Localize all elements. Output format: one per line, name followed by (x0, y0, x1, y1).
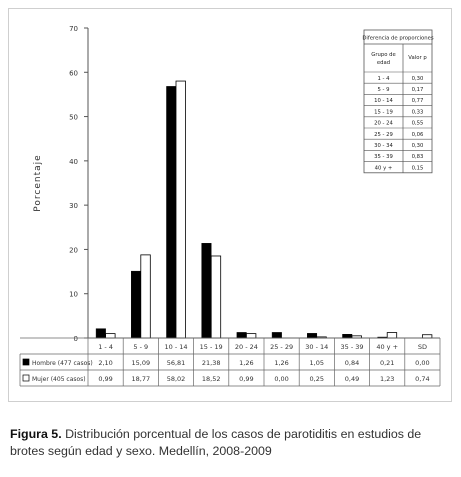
inset-cell-grupo: 15 - 19 (374, 109, 393, 116)
data-label: 0,74 (415, 375, 430, 383)
inset-table-title: Diferencia de proporciones (362, 35, 434, 42)
bar-hombre (343, 334, 353, 338)
inset-cell-valor: 0,17 (411, 87, 424, 93)
data-label: 15,09 (131, 359, 151, 367)
x-tick-label: 35 - 39 (340, 343, 364, 351)
caption-label: Figura 5. (10, 427, 62, 441)
bar-hombre (96, 329, 106, 338)
caption-text: Distribución porcentual de los casos de parotiditis en estudios de brotes según edad y sexo. Medellín, 2008-2009 (10, 427, 422, 458)
inset-cell-valor: 0,77 (411, 98, 424, 105)
legend-swatch-mujer (23, 375, 29, 381)
data-label: 58,02 (166, 375, 186, 383)
y-axis-label: Porcentaje (33, 154, 43, 212)
x-tick-label: 15 - 19 (199, 343, 223, 351)
bar-mujer (246, 334, 256, 338)
y-tick-label: 50 (69, 113, 78, 122)
bar-hombre (237, 332, 247, 338)
y-tick-label: 40 (69, 157, 78, 166)
inset-cell-grupo: 40 y + (374, 165, 393, 172)
inset-cell-grupo: 30 - 34 (374, 143, 393, 149)
y-tick-label: 30 (69, 202, 78, 211)
inset-cell-grupo: 5 - 9 (377, 87, 390, 93)
inset-cell-valor: 0,15 (411, 165, 424, 172)
inset-cell-grupo: 25 - 29 (374, 131, 393, 138)
data-label: 1,26 (274, 359, 289, 367)
legend-swatch-hombre (23, 359, 29, 365)
inset-cell-grupo: 20 - 24 (374, 120, 393, 127)
data-label: 2,10 (98, 359, 113, 367)
y-tick-label: 0 (73, 335, 78, 343)
x-tick-label: 1 - 4 (98, 343, 113, 351)
data-label: 0,99 (239, 375, 254, 383)
y-tick-label: 10 (69, 290, 78, 299)
y-tick-label: 60 (69, 69, 78, 78)
inset-cell-grupo: 1 - 4 (377, 75, 390, 82)
data-label: 18,77 (131, 375, 151, 383)
bar-hombre (272, 332, 282, 338)
bar-hombre (307, 333, 317, 338)
bar-mujer (422, 335, 432, 338)
x-tick-label: 25 - 29 (270, 343, 294, 351)
x-tick-label: 30 - 14 (305, 343, 329, 351)
y-tick-label: 20 (69, 246, 78, 255)
inset-cell-valor: 0,06 (411, 131, 424, 138)
data-label: 18,52 (201, 375, 221, 383)
x-tick-label: 5 - 9 (133, 343, 149, 351)
data-label: 0,99 (98, 375, 113, 383)
y-tick-label: 70 (69, 25, 78, 33)
x-tick-label: 10 - 14 (164, 343, 188, 351)
inset-cell-valor: 0,30 (411, 75, 424, 82)
data-label: 56,81 (166, 359, 186, 367)
data-label: 0,49 (344, 375, 360, 383)
data-label: 1,23 (379, 375, 395, 383)
data-label: 0,25 (309, 375, 325, 383)
data-label: 21,38 (201, 359, 221, 367)
legend-label: Mujer (405 casos) (32, 376, 86, 383)
bar-mujer (141, 255, 151, 338)
bar-hombre (202, 243, 212, 338)
x-tick-label: 40 y + (376, 343, 399, 351)
bar-hombre (131, 271, 141, 338)
bar-hombre (167, 86, 177, 338)
data-label: 0,00 (274, 375, 289, 383)
legend-label: Hombre (477 casos) (32, 360, 93, 367)
inset-cell-valor: 0,33 (411, 109, 424, 116)
inset-cell-valor: 0,83 (411, 154, 424, 161)
x-tick-label: 20 - 24 (234, 343, 258, 351)
data-label: 1,26 (239, 359, 254, 367)
figure-caption (10, 426, 450, 460)
inset-header-grupo: edad (376, 60, 391, 66)
inset-cell-grupo: 35 - 39 (374, 154, 393, 161)
bar-mujer (387, 333, 397, 338)
bar-mujer (106, 334, 116, 338)
inset-header-grupo: Grupo de (371, 52, 396, 58)
inset-cell-grupo: 10 - 14 (374, 98, 393, 105)
data-label: 0,21 (379, 359, 395, 367)
inset-cell-valor: 0,55 (411, 120, 424, 127)
inset-cell-valor: 0,30 (411, 143, 424, 149)
data-label: 1,05 (309, 359, 325, 367)
bar-mujer (176, 81, 186, 338)
inset-header-valor: Valor p (408, 55, 427, 61)
data-label: 0,84 (344, 359, 360, 367)
bar-mujer (211, 256, 221, 338)
data-label: 0,00 (415, 359, 430, 367)
x-tick-label: SD (417, 343, 427, 351)
